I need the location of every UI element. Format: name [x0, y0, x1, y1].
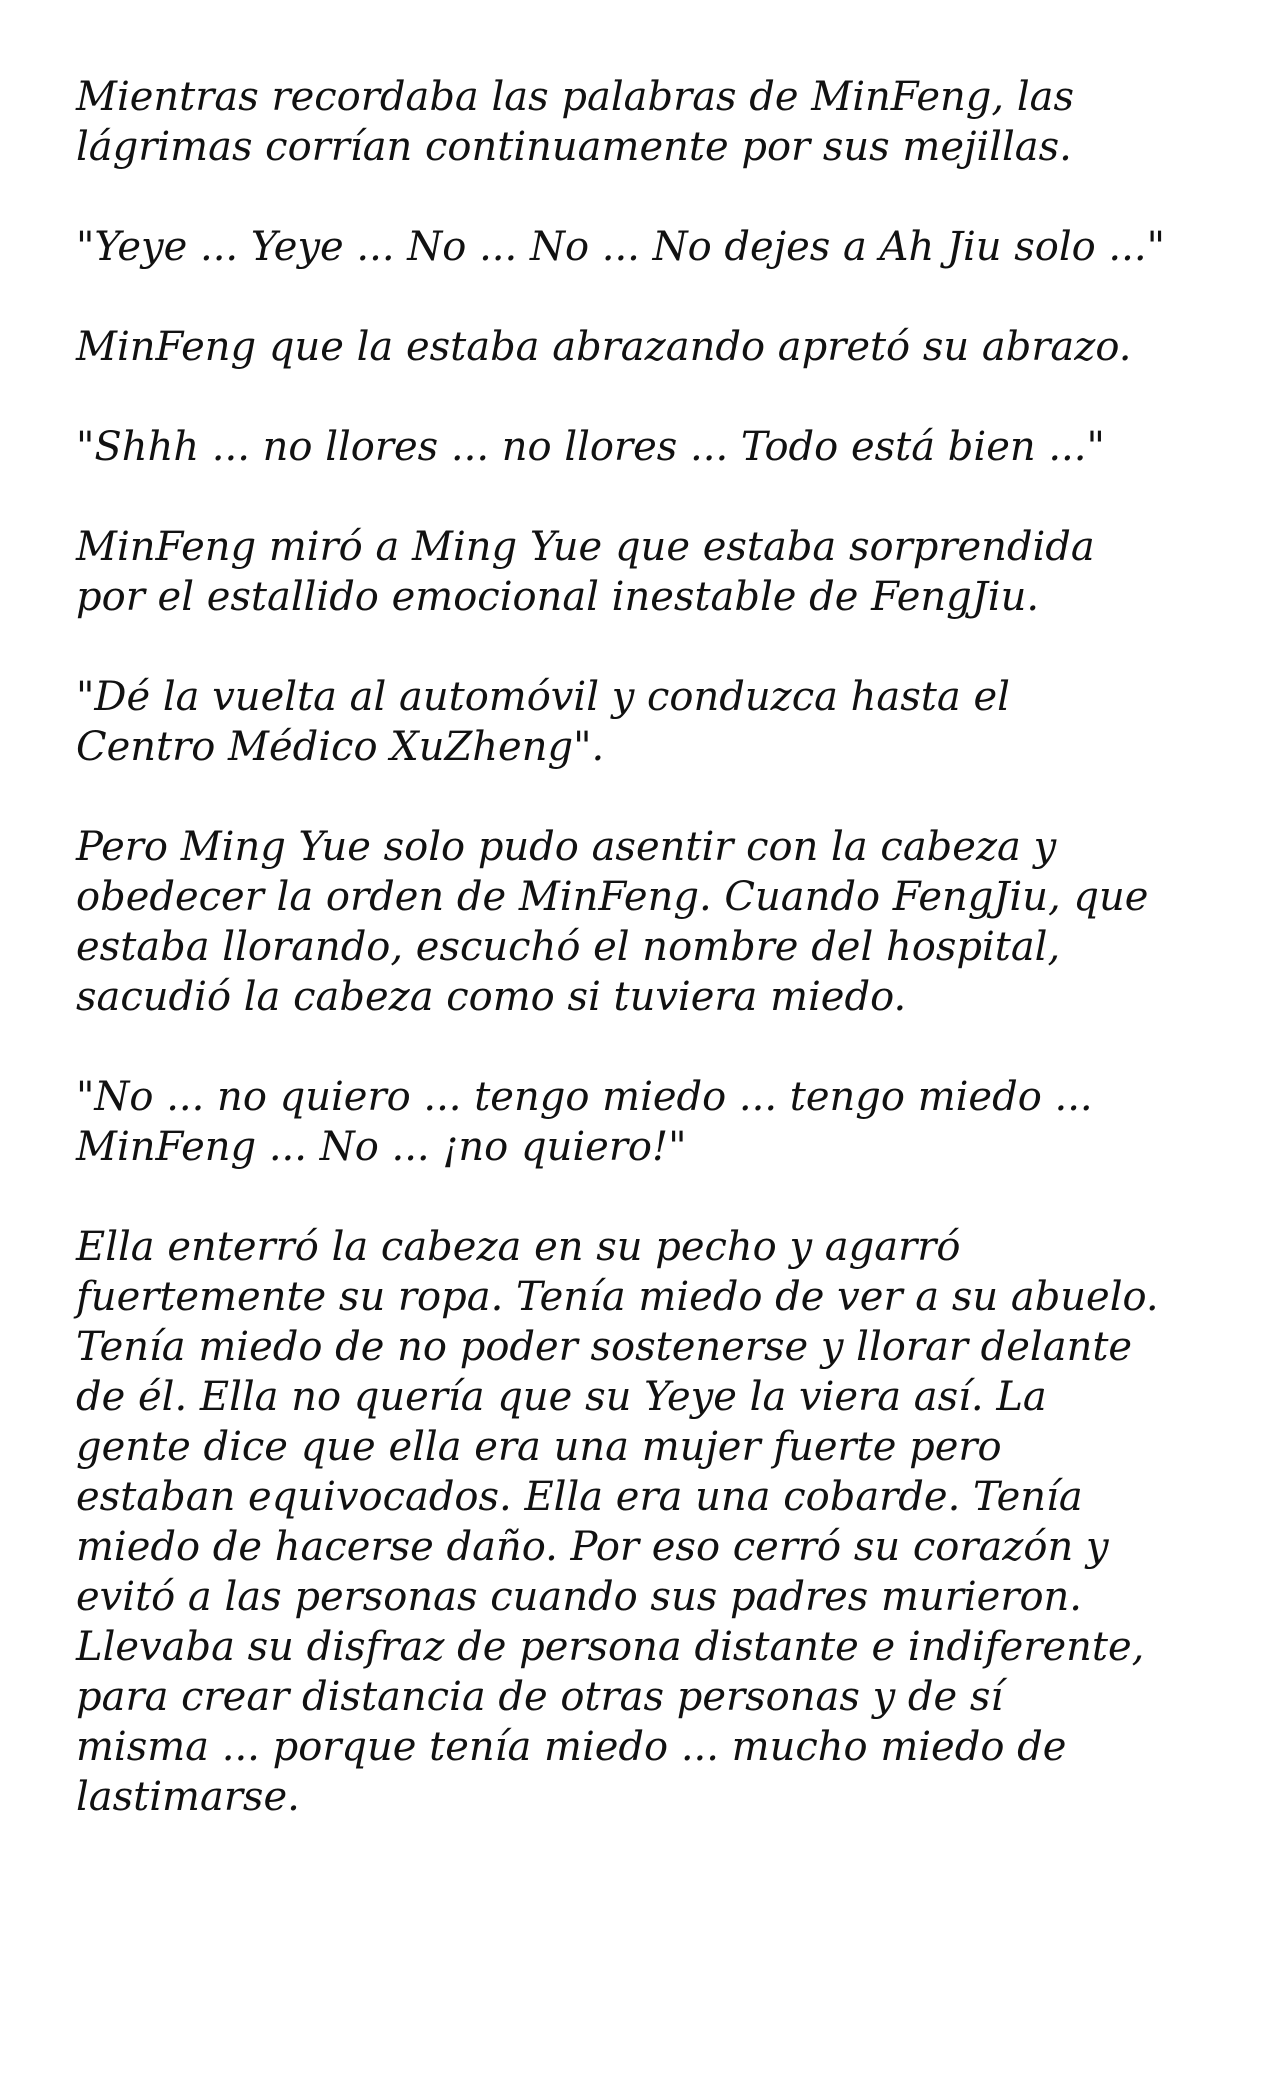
paragraph-6: "Dé la vuelta al automóvil y conduzca hasta el Centro Médico XuZheng". [76, 674, 1010, 770]
paragraph-3: MinFeng que la estaba abrazando apretó su abrazo. [76, 324, 1132, 370]
paragraph-4: "Shhh ... no llores ... no llores ... Todo está bien ..." [76, 424, 1105, 470]
paragraph-2: "Yeye ... Yeye ... No ... No ... No dejes a Ah Jiu solo ..." [76, 224, 1165, 270]
paragraph-5: MinFeng miró a Ming Yue que estaba sorprendida por el estallido emocional inestable de FengJiu. [76, 524, 1095, 620]
story-text [76, 72, 1226, 1822]
paragraph-9: Ella enterró la cabeza en su pecho y agarró fuertemente su ropa. Tenía miedo de ver a su abuelo. Tenía miedo de no poder sostenerse y llorar delante de él. Ella no quería que su Yeye la viera así. La gente dice que ella era una mujer fuerte pero estaban equivocados. Ella era una cobarde. Tenía miedo de hacerse daño. Por eso cerró su corazón y evitó a las personas cuando sus padres murieron. Llevaba su disfraz de persona distante e indiferente, para crear distancia de otras personas y de sí misma ... porque tenía miedo ... mucho miedo de lastimarse. [76, 1224, 1159, 1820]
paragraph-7: Pero Ming Yue solo pudo asentir con la cabeza y obedecer la orden de MinFeng. Cuando FengJiu, que estaba llorando, escuchó el nombre del hospital, sacudió la cabeza como si tuviera miedo. [76, 824, 1149, 1020]
paragraph-8: "No ... no quiero ... tengo miedo ... tengo miedo ... MinFeng ... No ... ¡no quiero!" [76, 1074, 1093, 1170]
paragraph-1: Mientras recordaba las palabras de MinFeng, las lágrimas corrían continuamente por sus mejillas. [76, 74, 1074, 170]
